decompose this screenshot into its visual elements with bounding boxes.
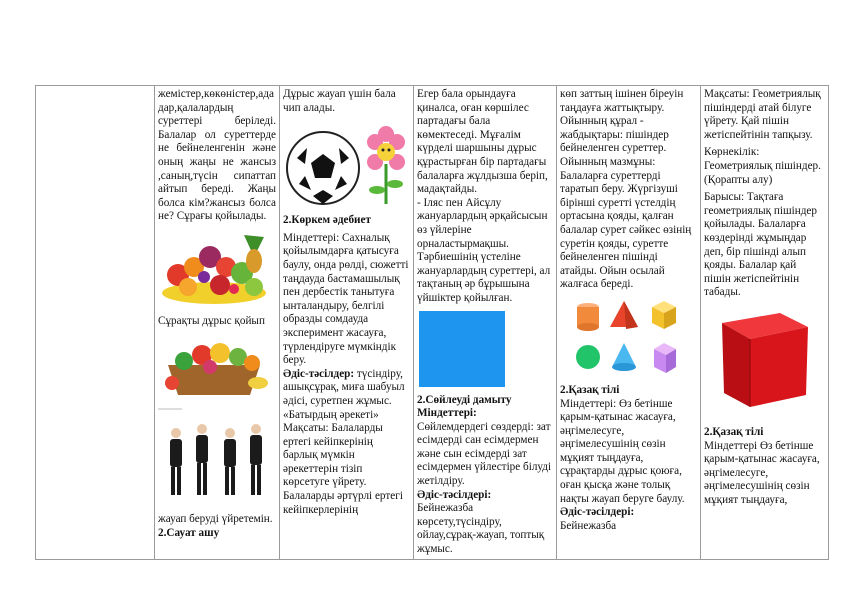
col5-text-1: Мақсаты: Геометриялық пішіндерді атай білуге үйрету. Қай пішін жетіспейтінін тапқызу. (704, 88, 821, 141)
fruits-image (158, 227, 276, 312)
blue-square-image (417, 309, 553, 391)
col4-heading: 2.Қазақ тілі (560, 383, 620, 396)
col2-method: Әдіс-тәсілдер: түсіндіру, ашықсұрақ, миға шабуыл әдісі, суретпен жұмыс. «Батырдың әрекеті» Мақсаты: Балаларды ертегі кейіпкерінің барлық мүмкін әрекеттерін тізіп көрсетуге үйрету. Балаларды әртүрлі ертегі кейіпкерлерінің (283, 367, 405, 516)
col4-method-label: Әдіс-тәсілдері: (560, 506, 635, 519)
col1-text-3: жауап беруді үйретемін. (158, 513, 273, 526)
col3-text-1: Егер бала орындауға қиналса, оған көршілес партадағы бала көмектеседі. Мұғалім күрделі шаршыны дұрыс құрастырған бір партадағы балаларға жұлдызша беріп, мадақтайды. (417, 88, 548, 196)
red-box-image (704, 303, 825, 423)
column-5-cell (701, 86, 829, 560)
col3-text-3: Сөйлемдердегі сөздерді: зат есімдерді сан есімдермен және сын есімдерді зат есімдермен үйлестіре білуді жетілдіру. (417, 420, 552, 488)
col3-heading: 2.Сөйлеуді дамыту (417, 393, 512, 406)
col4-text-2: Міндеттері: Өз бетінше қарым-қатынас жасауға, әңгімелесуге, әңгімелесушінің сөзін мұқият тыңдауға, сұрақтарды дұрыс қоюға, оған қысқа және толық нақты жауап беруге баулу. (560, 397, 685, 505)
col3-method-label: Әдіс-тәсілдері: (417, 488, 492, 501)
column-2-cell (280, 86, 414, 560)
col1-text-1: жемістер,көкөністер,ада дар,қалалардың суреттері беріледі. Балалар ол суреттерде не бейнеленгенін және оның жаңы не жансыз ,саның,түсін сипаттап айтып береді. Жаңы болса кім?жансыз болса не? Сұрағы қойылады. (158, 88, 276, 223)
col2-text-2: Міндеттері: Сахналық қойылымдарға қатысуға баулу, онда рөлді, сюжетті таңдауда бастамашылық пен дербестік танытуға ынталандыру, белгілі образды сомдауда эксперимент жасауға, түрлендіруге мүмкіндік беру. (283, 231, 409, 367)
col3-subheading: Міндеттері: (417, 407, 477, 420)
geometric-shapes-image (560, 295, 697, 381)
column-1-cell (155, 86, 280, 560)
vegetables-basket-image (158, 331, 276, 404)
col3-text-2: - Іляс пен Айсұлу жануарлардың әрқайсысын өз үйлеріне орналастырмақшы. Тәрбиешінің үстеліне жануарлардың суреттері, ал тақтаның әр бұрышына үйшіктер қойылған. (417, 196, 551, 304)
column-4-cell (557, 86, 701, 560)
col1-heading: 2.Сауат ашу (158, 526, 220, 539)
col2-text-1: Дұрыс жауап үшін бала чип алады. (283, 88, 396, 114)
people-image (158, 407, 276, 510)
col5-text-4: Міндеттері Өз бетінше қарым-қатынас жасауға, әңгімелесуге, әңгімелесушінің сөзін мұқият тыңдауға, (704, 439, 820, 506)
lesson-plan-table (35, 85, 829, 560)
col5-text-2: Көрнекілік: Геометриялық пішіндер.(Қорапты алу) (704, 146, 821, 186)
col4-text-1: көп заттың ішінен біреуін таңдауға жаттықтыру. Ойынның құрал - жабдықтары: пішіндер бейнеленген суреттер. Ойынның мазмұны: Балаларға суреттерді таратып беру. Жүргізуші бірінші суретті үстелдің ортасына қояды, қалған балалар сурет сәйкес өзінің суретін қояды, суретте бейнеленген пішінді атайды. Ойын осылай жалғаса береді. (560, 88, 692, 291)
column-3-cell (414, 86, 557, 560)
col3-method-text: Бейнежазба көрсету,түсіндіру, ойлау,сұрақ-жауап, топтық жұмыс. (417, 502, 545, 556)
col1-text-2: Сұрақты дұрыс қойып (158, 314, 265, 327)
col5-heading: 2.Қазақ тілі (704, 425, 764, 438)
col5-text-3: Барысы: Тақтаға геометриялық пішіндер қойылады. Балаларға көздерінді жұмыңдар деп, бір пішінді алып қояды. Балалар қай пішін жетіспейтінін табады. (704, 191, 817, 299)
empty-cell (36, 86, 155, 560)
col2-heading: 2.Көркем әдебиет (283, 214, 371, 227)
ball-and-flower-image (283, 118, 410, 210)
col4-method-text: Бейнежазба (560, 519, 617, 532)
